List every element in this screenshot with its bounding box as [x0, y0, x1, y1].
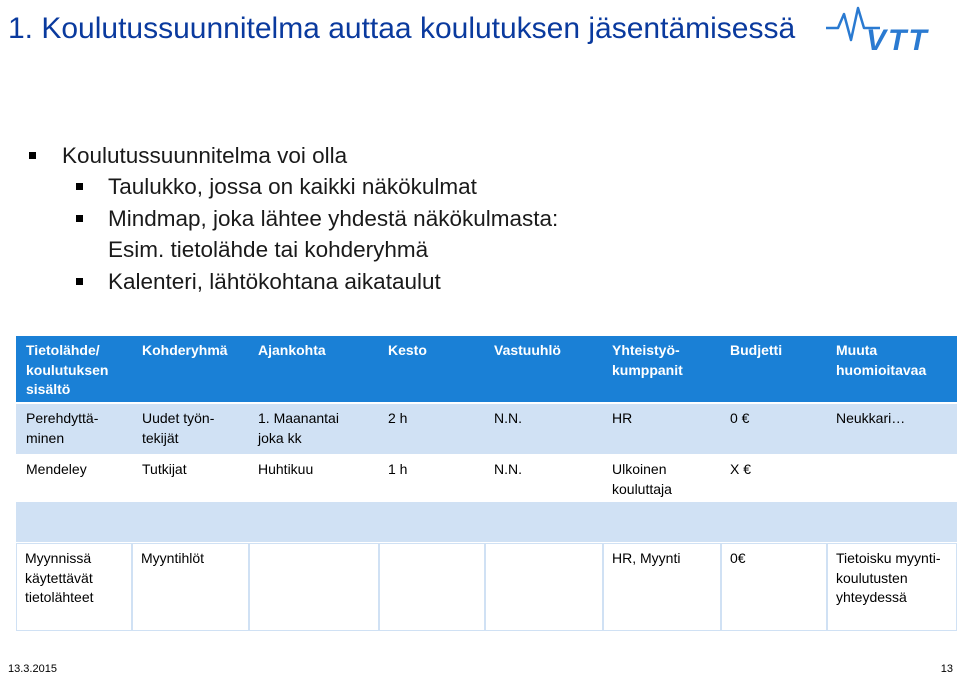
- table-cell: Uudet työn-tekijät: [142, 410, 215, 446]
- header-cell: Muuta huomioitavaa: [836, 342, 927, 378]
- table-cell: Myynnissä käytettävät tietolähteet: [17, 544, 131, 630]
- header-cell: Yhteistyö-kumppanit: [612, 342, 683, 378]
- table-cell: 0 €: [730, 410, 750, 426]
- table-cell: Ulkoinen kouluttaja: [612, 461, 672, 497]
- table-cell: [486, 544, 602, 630]
- table-cell: Tietoisku myynti-koulutusten yhteydessä: [828, 544, 956, 630]
- header-cell: Kesto: [388, 342, 427, 358]
- footer-page-number: 13: [940, 663, 953, 675]
- table-cell: Perehdyttä-minen: [26, 410, 99, 446]
- table-cell: Myyntihlöt: [133, 544, 248, 630]
- table-cell: Tutkijat: [142, 461, 187, 477]
- table-cell: 2 h: [388, 410, 408, 426]
- table-header-row: [16, 336, 957, 402]
- table-cell: Neukkari…: [836, 410, 906, 426]
- table-cell: N.N.: [494, 410, 522, 426]
- footer-date: 13.3.2015: [8, 663, 57, 675]
- table-cell: X €: [730, 461, 752, 477]
- bullet-item: Koulutussuunnitelma voi olla: [62, 143, 348, 168]
- header-cell: Kohderyhmä: [142, 342, 228, 358]
- bullet-item: Kalenteri, lähtökohtana aikataulut: [108, 269, 441, 294]
- slide-title: 1. Koulutussuunnitelma auttaa koulutuksen jäsentämisessä: [8, 12, 796, 45]
- table-row-empty: [16, 502, 957, 542]
- header-cell: Tietolähde/ koulutuksen sisältö: [26, 342, 109, 397]
- table-cell: 1. Maanantai joka kk: [258, 410, 339, 446]
- header-cell: Budjetti: [730, 342, 783, 358]
- table-row: [0, 455, 957, 501]
- table-cell: Mendeley: [26, 461, 87, 477]
- table-cell: [250, 544, 378, 630]
- table-row: [16, 404, 957, 454]
- header-cell: Vastuuhlö: [494, 342, 561, 358]
- table-cell: N.N.: [494, 461, 522, 477]
- table-cell: 1 h: [388, 461, 408, 477]
- table-row: [16, 543, 957, 631]
- logo-text: VTT: [866, 24, 929, 56]
- bullet-item-continuation: Esim. tietolähde tai kohderyhmä: [108, 237, 429, 262]
- bullet-square-icon: [76, 183, 83, 190]
- table-cell: 0€: [722, 544, 826, 630]
- bullet-item: Taulukko, jossa on kaikki näkökulmat: [108, 174, 477, 199]
- table-cell: HR, Myynti: [604, 544, 720, 630]
- vtt-logo: [824, 4, 954, 56]
- table-cell: Huhtikuu: [258, 461, 314, 477]
- table-cell: HR: [612, 410, 633, 426]
- table-cell: [380, 544, 484, 630]
- table-cell: [828, 455, 956, 460]
- header-cell: Ajankohta: [258, 342, 326, 358]
- bullet-square-icon: [76, 215, 83, 222]
- bullet-square-icon: [29, 152, 36, 159]
- bullet-square-icon: [76, 278, 83, 285]
- bullet-item: Mindmap, joka lähtee yhdestä näkökulmasta:: [108, 206, 559, 231]
